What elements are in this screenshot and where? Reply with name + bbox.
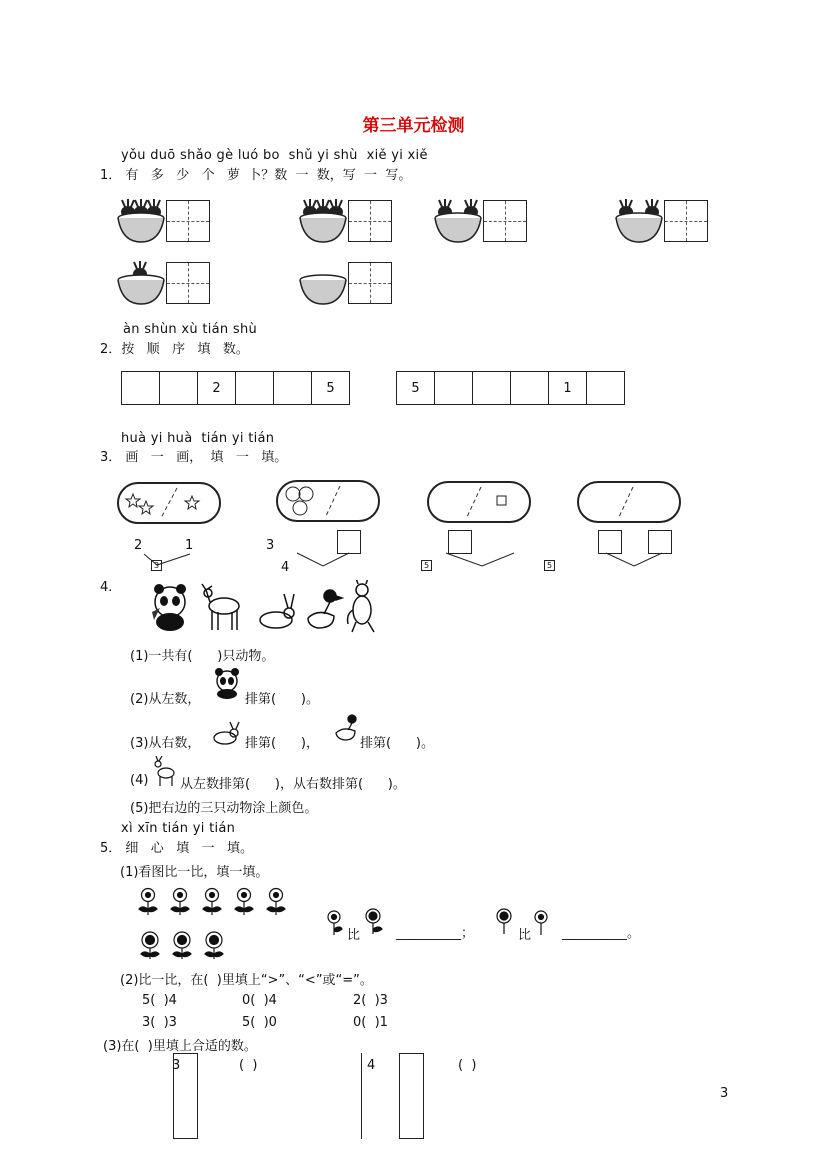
sunflower-icon <box>139 930 161 960</box>
join-lines <box>440 552 520 568</box>
flower-icon <box>532 909 552 937</box>
seq-cell[interactable]: 1 <box>549 372 587 405</box>
writing-box[interactable] <box>348 200 392 242</box>
writing-box[interactable] <box>664 200 708 242</box>
q3-pinyin: huà yi huà tián yi tián <box>121 431 275 446</box>
q5-blank1[interactable]: __________； <box>396 926 475 941</box>
kangaroo-icon <box>348 580 374 632</box>
writing-box[interactable] <box>166 200 210 242</box>
q4-s1: (1)一共有( )只动物。 <box>130 649 275 664</box>
split-shape-4 <box>577 481 681 523</box>
q4-s4b: 从左数排第( )，从右数排第( )。 <box>180 777 406 792</box>
join-lines <box>140 553 200 567</box>
seq-cell[interactable] <box>160 372 198 405</box>
q4-s2a: (2)从左数， <box>130 692 201 707</box>
compare-item[interactable]: 5( )0 <box>242 1015 277 1030</box>
page-title: 第三单元检测 <box>362 116 465 136</box>
sunflower-icon <box>494 907 518 935</box>
writing-box[interactable] <box>483 200 527 242</box>
answer-box[interactable] <box>448 530 472 554</box>
seq-cell[interactable] <box>236 372 274 405</box>
sequence-row-2 <box>396 371 625 405</box>
bowl-icon <box>298 198 348 246</box>
box-left-label: 3 <box>172 1058 181 1073</box>
answer-box[interactable] <box>337 530 361 554</box>
q5-text: 5． 细 心 填 一 填。 <box>100 841 253 856</box>
bowl-icon <box>614 198 664 246</box>
paren-left[interactable]: ( ) <box>239 1058 258 1073</box>
sunflower-icon <box>171 930 193 960</box>
compare-item[interactable]: 5( )4 <box>142 993 177 1008</box>
panda-icon <box>209 667 243 699</box>
q3-g4-total: 5 <box>544 560 555 571</box>
seq-cell[interactable]: 5 <box>312 372 350 405</box>
seq-cell[interactable]: 2 <box>198 372 236 405</box>
compare-item[interactable]: 0( )1 <box>353 1015 388 1030</box>
answer-box[interactable] <box>598 530 622 554</box>
paren-right[interactable]: ( ) <box>458 1058 477 1073</box>
flower-icon <box>201 887 223 917</box>
q3-g1-left: 2 <box>134 538 143 553</box>
split-shape-2 <box>276 480 380 522</box>
q4-s5: (5)把右边的三只动物涂上颜色。 <box>130 801 318 816</box>
seq-cell[interactable] <box>274 372 312 405</box>
sunflower-icon <box>203 930 225 960</box>
page-number: 3 <box>720 1086 729 1101</box>
divider-line <box>579 483 679 521</box>
sunflower-icon <box>363 907 387 935</box>
seq-cell[interactable] <box>587 372 625 405</box>
q5-blank2[interactable]: __________。 <box>562 926 641 941</box>
flower-icon <box>169 887 191 917</box>
compare-item[interactable]: 2( )3 <box>353 993 388 1008</box>
q5-bi1: 比 <box>347 928 361 943</box>
q5-bi2: 比 <box>518 928 532 943</box>
duck-icon <box>333 713 361 741</box>
deer-icon <box>150 756 178 788</box>
number-box <box>173 1053 198 1139</box>
seq-cell[interactable] <box>435 372 473 405</box>
circles-icon <box>278 482 378 520</box>
sequence-row-1 <box>121 371 350 405</box>
answer-box[interactable] <box>648 530 672 554</box>
bowl-icon <box>116 260 166 308</box>
join-lines <box>295 552 355 568</box>
q3-g3-total: 5 <box>421 560 432 571</box>
number-box <box>399 1053 424 1139</box>
bowl-icon <box>116 198 166 246</box>
q1-pinyin: yǒu duō shǎo gè luó bo shǔ yi shù xiě yi xiě <box>121 148 428 163</box>
q2-pinyin: àn shùn xù tián shù <box>123 322 258 337</box>
divider <box>361 1053 362 1139</box>
panda-icon <box>152 584 186 631</box>
seq-cell[interactable]: 5 <box>397 372 435 405</box>
animals-row <box>148 580 388 634</box>
q5-p2: (2)比一比，在( )里填上“>”、“<”或“=”。 <box>120 973 373 988</box>
flower-icon <box>326 909 346 937</box>
q1-text: 1． 有 多 少 个 萝 卜？数 一 数，写 一 写。 <box>100 168 412 183</box>
q3-g1-total[interactable]: 3 <box>151 560 162 571</box>
seq-cell[interactable] <box>122 372 160 405</box>
rabbit-icon <box>260 594 294 628</box>
seq-cell[interactable] <box>511 372 549 405</box>
split-shape-3 <box>427 481 531 523</box>
stars-icon <box>119 484 219 522</box>
q3-g1-right: 1 <box>185 538 194 553</box>
rabbit-icon <box>209 721 243 747</box>
q2-text: 2．按 顺 序 填 数。 <box>100 342 249 357</box>
compare-item[interactable]: 0( )4 <box>242 993 277 1008</box>
flower-icon <box>233 887 255 917</box>
join-lines <box>600 552 670 568</box>
box-right-label: 4 <box>367 1058 376 1073</box>
bowl-icon <box>433 198 483 246</box>
deer-icon <box>202 584 239 630</box>
writing-box[interactable] <box>348 262 392 304</box>
q3-text: 3． 画 一 画， 填 一 填。 <box>100 450 288 465</box>
q5-pinyin: xì xīn tián yi tián <box>121 821 236 836</box>
writing-box[interactable] <box>166 262 210 304</box>
seq-cell[interactable] <box>473 372 511 405</box>
q4-s3c: 排第( )。 <box>360 736 434 751</box>
flower-icon <box>137 887 159 917</box>
flower-icon <box>265 887 287 917</box>
q3-g2-left: 3 <box>266 538 275 553</box>
q5-p1: (1)看图比一比，填一填。 <box>120 865 269 880</box>
q3-g2-total: 4 <box>281 560 290 575</box>
q4-s4a: (4) <box>130 773 149 788</box>
q4-s3b: 排第( )， <box>245 736 319 751</box>
q5-p3: (3)在( )里填上合适的数。 <box>103 1039 257 1054</box>
q4-s2b: 排第( )。 <box>245 692 319 707</box>
q4-s3a: (3)从右数， <box>130 736 201 751</box>
compare-item[interactable]: 3( )3 <box>142 1015 177 1030</box>
square-icon <box>429 483 529 521</box>
split-shape-1 <box>117 482 221 524</box>
bowl-icon <box>298 260 348 308</box>
duck-icon <box>308 590 342 628</box>
q4-number: 4. <box>100 580 113 595</box>
